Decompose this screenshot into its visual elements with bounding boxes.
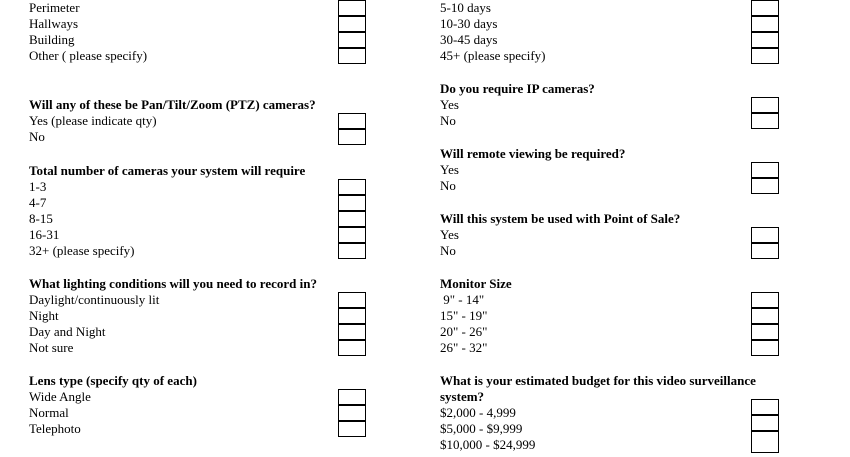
option-label: 10-30 days <box>440 16 498 31</box>
option-label: Normal <box>29 405 69 420</box>
option-remote-yes <box>440 162 785 178</box>
checkbox-budget-2000[interactable] <box>751 399 779 415</box>
option-remote-no <box>440 178 785 194</box>
option-label: Yes <box>440 227 459 242</box>
option-not-sure <box>29 340 374 356</box>
checkbox-remote-yes[interactable] <box>751 162 779 178</box>
checkbox-32-plus[interactable] <box>338 243 366 259</box>
option-label: Yes <box>440 162 459 177</box>
checkbox-ptz-no[interactable] <box>338 129 366 145</box>
checkbox-monitor-15-19[interactable] <box>751 308 779 324</box>
checkbox-45-plus-days[interactable] <box>751 48 779 64</box>
option-ptz-yes <box>29 113 374 129</box>
option-label: 8-15 <box>29 211 53 226</box>
checkbox-pos-yes[interactable] <box>751 227 779 243</box>
option-other <box>29 48 374 64</box>
option-label: 16-31 <box>29 227 60 242</box>
option-label: Telephoto <box>29 421 81 436</box>
option-label: $5,000 - $9,999 <box>440 421 523 436</box>
option-ptz-no <box>29 129 374 145</box>
option-label: Daylight/continuously lit <box>29 292 160 307</box>
option-monitor-15-19 <box>440 308 785 324</box>
option-perimeter <box>29 0 374 16</box>
option-4-7 <box>29 195 374 211</box>
option-label: Night <box>29 308 59 323</box>
retention-section <box>440 0 785 64</box>
checkbox-10-30-days[interactable] <box>751 16 779 32</box>
ip-cameras-section <box>440 81 785 129</box>
option-budget-5000 <box>440 421 785 437</box>
option-label: 15" - 19" <box>440 308 488 323</box>
option-label: Other ( please specify) <box>29 48 148 63</box>
option-building <box>29 32 374 48</box>
option-label: Yes (please indicate qty) <box>29 113 157 128</box>
option-label: Yes <box>440 97 459 112</box>
option-wide-angle <box>29 389 374 405</box>
option-label: Building <box>29 32 75 47</box>
option-normal <box>29 405 374 421</box>
option-monitor-20-26 <box>440 324 785 340</box>
option-label: $2,000 - 4,999 <box>440 405 516 420</box>
checkbox-perimeter[interactable] <box>338 0 366 16</box>
option-label: Not sure <box>29 340 74 355</box>
checkbox-normal[interactable] <box>338 405 366 421</box>
monitor-size-section <box>440 276 785 356</box>
option-daylight <box>29 292 374 308</box>
checkbox-wide-angle[interactable] <box>338 389 366 405</box>
checkbox-pos-no[interactable] <box>751 243 779 259</box>
option-label: $10,000 - $24,999 <box>440 437 536 452</box>
point-of-sale-question: Will this system be used with Point of Sale? <box>440 211 681 226</box>
checkbox-5-10-days[interactable] <box>751 0 779 16</box>
option-pos-no <box>440 243 785 259</box>
point-of-sale-section <box>440 211 785 259</box>
option-label: 30-45 days <box>440 32 498 47</box>
option-label: 5-10 days <box>440 0 491 15</box>
option-10-30-days <box>440 16 785 32</box>
checkbox-monitor-20-26[interactable] <box>751 324 779 340</box>
option-monitor-26-32 <box>440 340 785 356</box>
option-16-31 <box>29 227 374 243</box>
lens-question: Lens type (specify qty of each) <box>29 373 197 388</box>
option-label: No <box>440 243 456 258</box>
checkbox-ip-yes[interactable] <box>751 97 779 113</box>
option-ip-no <box>440 113 785 129</box>
option-1-3 <box>29 179 374 195</box>
option-8-15 <box>29 211 374 227</box>
option-label: Hallways <box>29 16 79 31</box>
checkbox-budget-10000[interactable] <box>751 431 779 453</box>
camera-count-question: Total number of cameras your system will require <box>29 163 306 178</box>
option-label: 45+ (please specify) <box>440 48 546 63</box>
ptz-question: Will any of these be Pan/Tilt/Zoom (PTZ) cameras? <box>29 97 316 112</box>
checkbox-ip-no[interactable] <box>751 113 779 129</box>
remote-viewing-question: Will remote viewing be required? <box>440 146 626 161</box>
ip-cameras-question: Do you require IP cameras? <box>440 81 595 96</box>
checkbox-4-7[interactable] <box>338 195 366 211</box>
checkbox-30-45-days[interactable] <box>751 32 779 48</box>
lens-section <box>29 373 374 437</box>
ptz-section <box>29 97 374 145</box>
checkbox-other[interactable] <box>338 48 366 64</box>
option-label: Wide Angle <box>29 389 91 404</box>
budget-question-continued: system? <box>440 389 485 404</box>
option-day-and-night <box>29 324 374 340</box>
option-45-plus-days <box>440 48 785 64</box>
option-label: 26" - 32" <box>440 340 488 355</box>
option-monitor-9-14 <box>440 292 785 308</box>
option-night <box>29 308 374 324</box>
checkbox-remote-no[interactable] <box>751 178 779 194</box>
option-telephoto <box>29 421 374 437</box>
option-label: 32+ (please specify) <box>29 243 135 258</box>
option-label: 4-7 <box>29 195 47 210</box>
budget-section <box>440 373 785 453</box>
option-label: No <box>440 113 456 128</box>
checkbox-monitor-26-32[interactable] <box>751 340 779 356</box>
option-30-45-days <box>440 32 785 48</box>
budget-question: What is your estimated budget for this video surveillance <box>440 373 756 388</box>
option-budget-2000 <box>440 405 785 421</box>
checkbox-1-3[interactable] <box>338 179 366 195</box>
checkbox-budget-5000[interactable] <box>751 415 779 431</box>
remote-viewing-section <box>440 146 785 194</box>
checkbox-daylight[interactable] <box>338 292 366 308</box>
option-hallways <box>29 16 374 32</box>
option-label: 1-3 <box>29 179 47 194</box>
checkbox-not-sure[interactable] <box>338 340 366 356</box>
checkbox-day-and-night[interactable] <box>338 324 366 340</box>
checkbox-hallways[interactable] <box>338 16 366 32</box>
option-label: Day and Night <box>29 324 106 339</box>
lighting-question: What lighting conditions will you need to record in? <box>29 276 317 291</box>
checkbox-16-31[interactable] <box>338 227 366 243</box>
monitor-size-question: Monitor Size <box>440 276 512 291</box>
checkbox-monitor-9-14[interactable] <box>751 292 779 308</box>
option-budget-10000 <box>440 437 785 453</box>
checkbox-night[interactable] <box>338 308 366 324</box>
checkbox-8-15[interactable] <box>338 211 366 227</box>
camera-count-section <box>29 163 374 259</box>
checkbox-building[interactable] <box>338 32 366 48</box>
option-label: No <box>29 129 45 144</box>
checkbox-telephoto[interactable] <box>338 421 366 437</box>
lighting-section <box>29 276 374 356</box>
option-label: 9" - 14" <box>440 292 485 307</box>
option-32-plus <box>29 243 374 259</box>
option-pos-yes <box>440 227 785 243</box>
option-5-10-days <box>440 0 785 16</box>
option-label: No <box>440 178 456 193</box>
option-label: 20" - 26" <box>440 324 488 339</box>
option-ip-yes <box>440 97 785 113</box>
location-section <box>29 0 374 64</box>
option-label: Perimeter <box>29 0 80 15</box>
checkbox-ptz-yes[interactable] <box>338 113 366 129</box>
